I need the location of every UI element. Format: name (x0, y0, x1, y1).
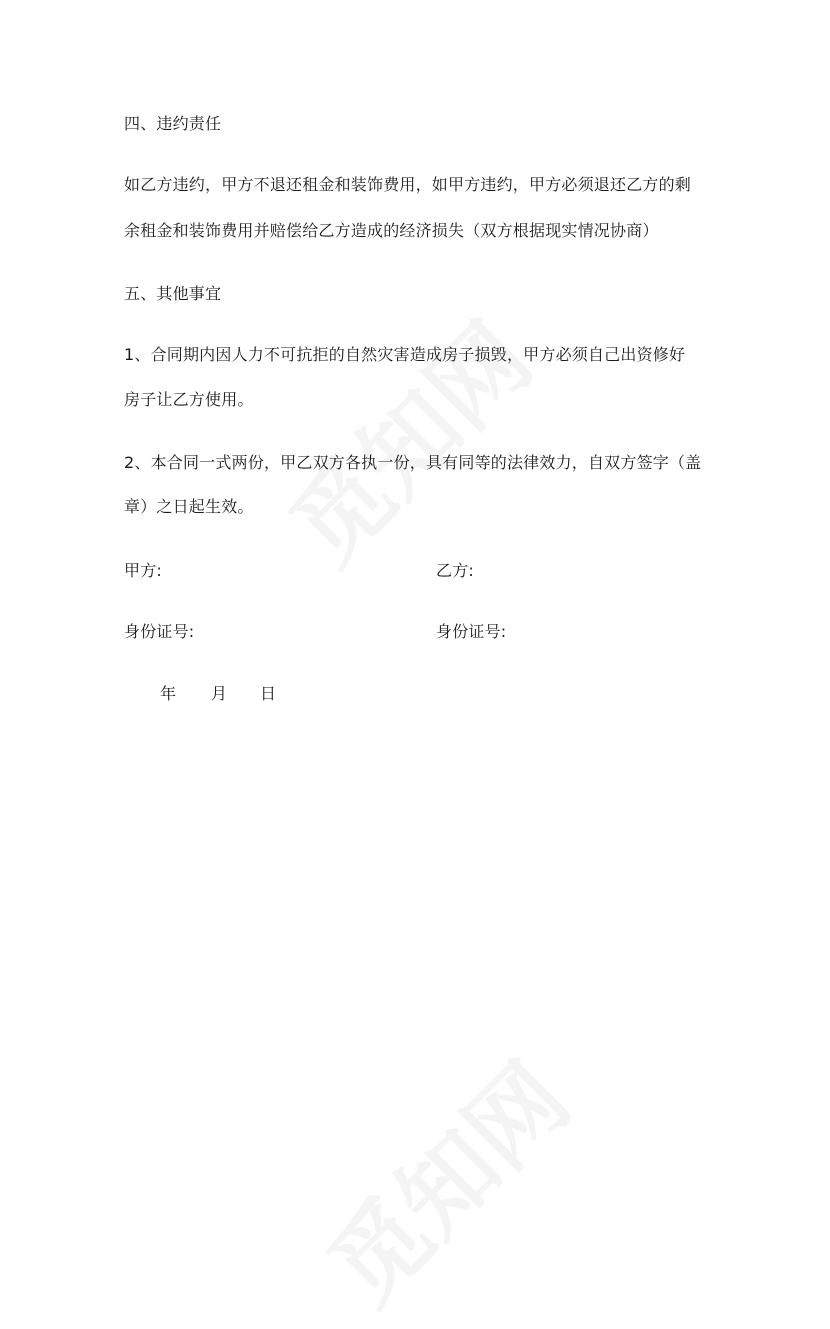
section-heading-breach: 四、违约责任 (124, 114, 222, 133)
section-heading-other: 五、其他事宜 (124, 284, 222, 303)
party-b-id-label: 身份证号: (436, 622, 507, 641)
party-a-label: 甲方: (124, 561, 162, 580)
paragraph-line: 房子让乙方使用。 (124, 390, 254, 409)
watermark (294, 1028, 595, 1329)
paragraph-line: 章）之日起生效。 (124, 497, 254, 516)
paragraph-line: 1、合同期内因人力不可抗拒的自然灾害造成房子损毁，甲方必须自己出资修好 (124, 345, 686, 364)
date-day: 日 (260, 684, 277, 703)
date-year: 年 (160, 684, 177, 703)
paragraph-line: 2、本合同一式两份，甲乙双方各执一份，具有同等的法律效力，自双方签字（盖 (124, 453, 702, 472)
paragraph-line: 余租金和装饰费用并赔偿给乙方造成的经济损失（双方根据现实情况协商） (124, 221, 659, 240)
watermark (256, 288, 557, 589)
party-a-id-label: 身份证号: (124, 622, 195, 641)
party-b-label: 乙方: (436, 561, 474, 580)
paragraph-line: 如乙方违约，甲方不退还租金和装饰费用，如甲方违约，甲方必须退还乙方的剩 (124, 175, 692, 194)
date-month: 月 (211, 684, 228, 703)
